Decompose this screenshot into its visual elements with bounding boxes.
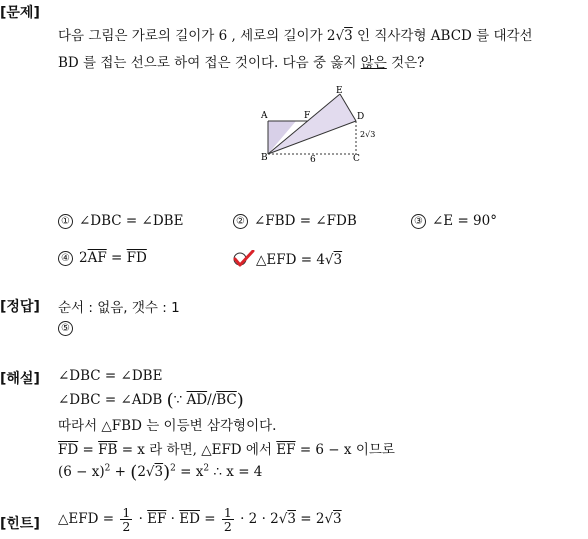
segment-FD: $\overline{FD}$ — [58, 442, 79, 458]
segment-EF: $\overline{EF}$ — [147, 511, 167, 528]
choice-text: 2 — [79, 250, 88, 266]
exponent-2: 2 — [170, 463, 176, 474]
problem-line-2 — [58, 51, 424, 71]
problem-text: 인 직사각형 ABCD 를 대각선 — [352, 28, 533, 44]
numerator: 1 — [223, 505, 232, 520]
hint-text: · 2 · 2 — [235, 511, 279, 528]
choice-4[interactable] — [58, 250, 147, 266]
hint-text: · — [134, 511, 148, 528]
choice-text: ∠DBC = ∠DBE — [79, 213, 184, 229]
segment-EF: $\overline{EF}$ — [276, 442, 296, 458]
vertex-label-E: E — [336, 86, 343, 96]
denominator: 2 — [223, 519, 232, 535]
radicand: 3 — [154, 464, 164, 480]
choice-text: = — [106, 250, 127, 266]
explanation-text: ∠DBC = ∠ADB — [58, 392, 167, 408]
exponent-2: 2 — [104, 463, 111, 474]
radicand: 3 — [344, 28, 353, 44]
underlined-word: 않은 — [360, 55, 387, 71]
choice-number: ④ — [58, 251, 73, 266]
choice-1[interactable] — [58, 213, 183, 229]
sqrt-symbol: √ — [335, 28, 345, 44]
hint-text: △EFD = — [58, 511, 119, 528]
exponent-2: 2 — [203, 463, 210, 474]
choice-number: ② — [233, 214, 248, 229]
explanation-text: (6 − x) — [58, 464, 105, 480]
sqrt-symbol: √ — [145, 464, 155, 480]
explanation-text: = 6 − x 이므로 — [295, 442, 395, 458]
problem-text: BD 를 접는 선으로 하여 접은 것이다. 다음 중 옳지 — [58, 55, 361, 71]
answer-line-1: 순서 : 없음, 갯수 : 1 — [58, 300, 180, 316]
paren-close: ) — [163, 462, 171, 483]
section-label-hint: [힌트] — [0, 516, 40, 532]
segment-FB: $\overline{FB}$ — [98, 442, 118, 458]
hint-line — [58, 506, 342, 533]
choice-5[interactable] — [233, 250, 342, 268]
radicand: 3 — [333, 511, 342, 528]
section-label-answer: [정답] — [0, 299, 40, 315]
choice-text: ∠E = 90° — [432, 213, 497, 229]
choice-3[interactable] — [411, 213, 497, 229]
radicand: 3 — [287, 511, 296, 528]
explanation-text: 2 — [137, 464, 146, 480]
problem-text: 다음 그림은 가로의 길이가 6 , 세로의 길이가 2 — [58, 28, 336, 44]
explanation-text: + — [110, 464, 131, 480]
explanation-line-1: ∠DBC = ∠DBE — [58, 368, 163, 384]
choice-text: ∠FBD = ∠FDB — [254, 213, 357, 229]
explanation-text: = — [78, 442, 99, 458]
explanation-text: = x — [175, 464, 204, 480]
section-label-problem: [문제] — [0, 5, 40, 21]
height-label: 2√3 — [360, 130, 376, 139]
choice-text: △EFD = 4 — [256, 252, 325, 268]
explanation-line-3: 따라서 △FBD 는 이등변 삼각형이다. — [58, 418, 277, 434]
segment-FD: $\overline{FD}$ — [126, 250, 147, 266]
because-symbol: ∵ — [173, 392, 187, 408]
problem-text: 것은? — [386, 55, 425, 71]
hint-text: = — [199, 511, 220, 528]
answer-line-2 — [58, 320, 79, 336]
hint-text: · — [166, 511, 180, 528]
width-label: 6 — [310, 155, 316, 164]
segment-BC: $\overline{BC}$ — [216, 392, 237, 408]
explanation-text: = x 라 하면, △EFD 에서 — [117, 442, 277, 458]
paren-open: ( — [130, 462, 138, 483]
vertex-label-A: A — [261, 111, 268, 121]
problem-line-1 — [58, 24, 533, 44]
denominator: 2 — [122, 519, 131, 535]
section-label-explanation: [해설] — [0, 371, 40, 387]
paren-open: ( — [166, 390, 174, 411]
segment-AF: $\overline{AF}$ — [87, 250, 107, 266]
sqrt-symbol: √ — [324, 252, 334, 268]
explanation-text: ∴ x = 4 — [209, 464, 263, 480]
radicand: 3 — [333, 252, 343, 268]
fraction-one-half — [120, 506, 132, 533]
choice-2[interactable] — [233, 213, 357, 229]
parallel-symbol: // — [207, 392, 217, 408]
vertex-label-D: D — [357, 112, 365, 122]
sqrt-symbol: √ — [278, 511, 288, 528]
checkmark-icon — [233, 250, 255, 268]
vertex-label-F: F — [304, 111, 311, 121]
explanation-line-2 — [58, 390, 244, 411]
sqrt-symbol: √ — [324, 511, 334, 528]
segment-AD: $\overline{AD}$ — [186, 392, 208, 408]
numerator: 1 — [122, 505, 131, 520]
choice-number: ① — [58, 214, 73, 229]
explanation-line-4 — [58, 438, 395, 458]
paren-close: ) — [236, 390, 244, 411]
segment-ED: $\overline{ED}$ — [179, 511, 200, 528]
fraction-one-half — [222, 506, 234, 533]
answer-number: ⑤ — [58, 321, 73, 336]
hint-text: = 2 — [295, 511, 325, 528]
vertex-label-C: C — [353, 154, 360, 164]
vertex-label-B: B — [261, 153, 268, 163]
folded-rectangle-figure — [250, 84, 390, 164]
choice-number: ③ — [411, 214, 426, 229]
explanation-line-5 — [58, 462, 262, 483]
